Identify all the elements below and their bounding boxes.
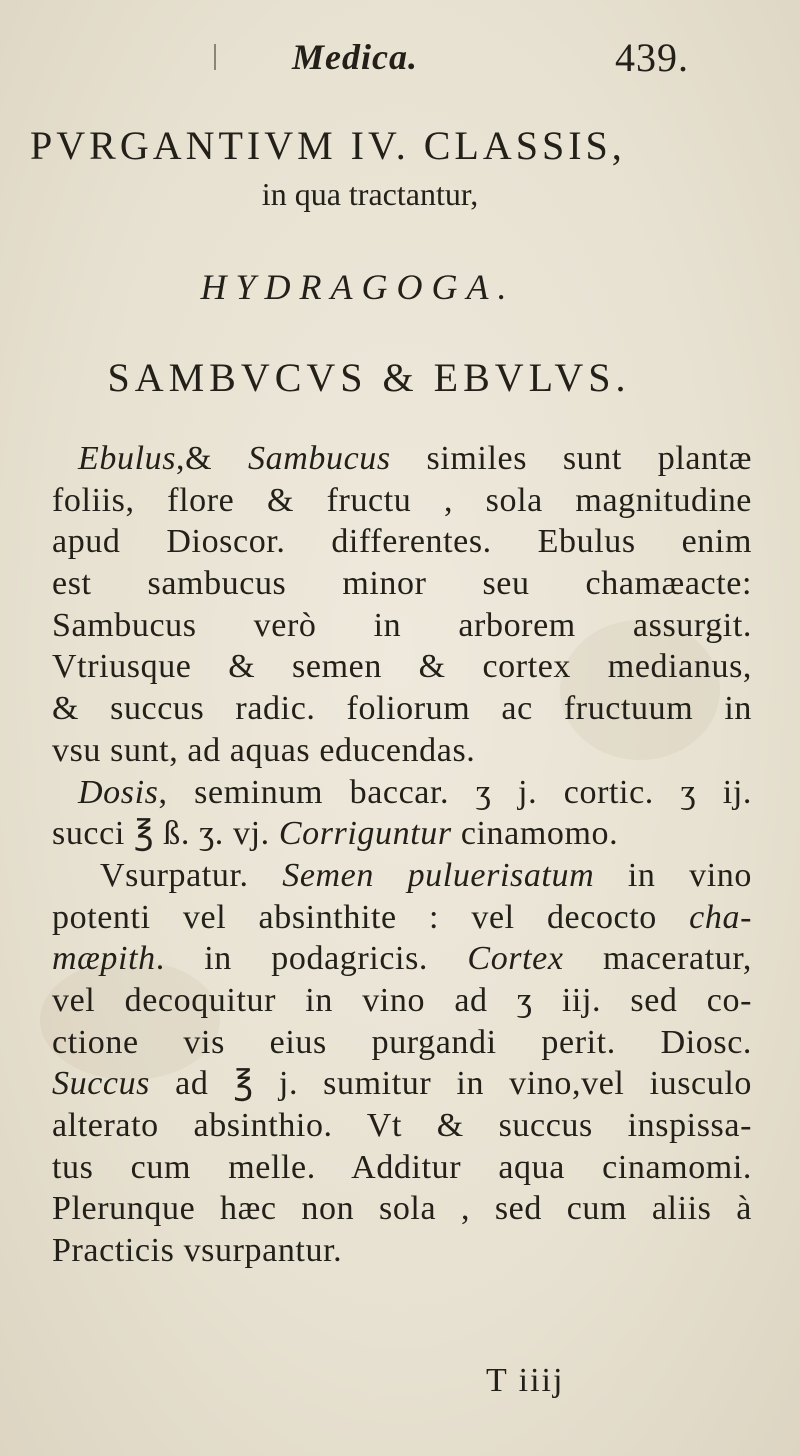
text-run: succi ℥ ß. ʒ. vj. <box>52 815 279 853</box>
text-line <box>52 897 752 939</box>
text-line: vsu sunt, ad aquas educendas. <box>52 731 476 769</box>
italic-term: Sambucus <box>248 440 391 477</box>
signature-mark: T iiij <box>486 1362 565 1399</box>
text-line: Practicis vsurpantur. <box>52 1232 343 1270</box>
class-heading: PVRGANTIVM IV. CLASSIS, <box>30 123 626 168</box>
text-line: Sambucus verò in arborem assurgit. <box>52 606 752 644</box>
page-number: 439. <box>615 35 689 80</box>
text-line: vel decoquitur in vino ad ʒ iij. sed co- <box>52 981 752 1019</box>
italic-term: Corriguntur <box>278 815 452 853</box>
text-line: tus cum melle. Additur aqua cinamomi. <box>52 1148 752 1186</box>
text-run: cinamomo. <box>451 815 619 853</box>
text-line <box>52 855 752 897</box>
text-line: ctione vis eius purgandi perit. Diosc. <box>52 1023 752 1061</box>
italic-term: mæpith <box>52 940 156 978</box>
text-run: in vino <box>594 856 752 894</box>
italic-term: Ebulus <box>78 440 177 477</box>
text-line <box>52 772 752 814</box>
italic-term: Succus <box>52 1065 151 1103</box>
text-line: apud Dioscor. differentes. Ebulus enim <box>52 523 752 561</box>
main-text <box>52 438 752 1272</box>
text-run: potenti vel absinthite : vel decocto <box>52 898 690 936</box>
text-run: ad ℥ j. sumitur in vino,vel iusculo <box>150 1065 752 1103</box>
plant-heading: SAMBVCVS & EBVLVS. <box>107 355 631 400</box>
italic-term: cha- <box>689 898 752 936</box>
text-line: Vtriusque & semen & cortex medianus, <box>52 648 752 686</box>
italic-term: Dosis <box>78 773 159 811</box>
text-run: ,& <box>176 440 249 477</box>
text-run: maceratur, <box>563 940 753 978</box>
text-line <box>52 438 752 480</box>
text-line <box>52 813 752 855</box>
text-run: , seminum baccar. ʒ j. cortic. ʒ ij. <box>158 773 752 811</box>
text-line <box>52 938 752 980</box>
italic-term: Cortex <box>467 940 564 978</box>
text-line: alterato absinthio. Vt & succus inspissa- <box>52 1107 752 1144</box>
text-line: & succus radic. foliorum ac fructuum in <box>52 690 752 728</box>
margin-mark <box>214 44 216 70</box>
italic-term: Semen puluerisatum <box>282 856 595 894</box>
text-run: Vsurpatur. <box>100 856 283 894</box>
subheading: in qua tractantur, <box>261 176 479 212</box>
text-line <box>52 1063 752 1105</box>
running-title: Medica. <box>292 37 418 77</box>
text-run: . in podagricis. <box>155 940 468 978</box>
text-run: similes sunt plantæ <box>390 440 753 477</box>
text-line: Plerunque hæc non sola , sed cum aliis à <box>52 1190 752 1228</box>
section-heading: HYDRAGOGA. <box>200 267 516 307</box>
text-line: est sambucus minor seu chamæacte: <box>52 565 752 603</box>
text-line: foliis, flore & fructu , sola magnitudine <box>52 481 752 519</box>
